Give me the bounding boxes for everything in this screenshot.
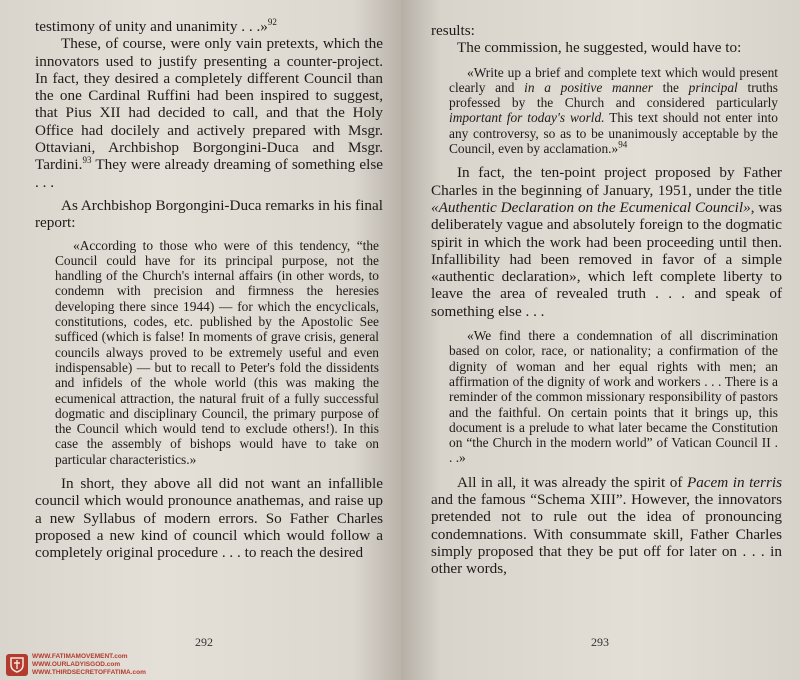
- footnote-ref-94: 94: [618, 139, 628, 150]
- right-paragraph-3: All in all, it was already the spirit of Pacem in terris and the famous “Schema XIII”. However, the innovators pretended not to rule out the idea of pronouncing condemnations. With consummate skill, Father Charles simply proposed that they be put off for later on . . . in other words,: [431, 473, 782, 578]
- page-number-left: 292: [195, 635, 213, 649]
- page-number-right: 293: [591, 635, 609, 649]
- left-paragraph-3: In short, they above all did not want an infallible council which would pronounce anathemas, and raise up a new Syllabus of modern errors. So Father Charles proposed a new kind of council which would follow a completely original procedure . . . to reach the desired: [35, 475, 383, 562]
- crest-icon: [6, 654, 28, 676]
- right-page: [401, 0, 800, 680]
- url-fatima-movement[interactable]: WWW.FATIMAMOVEMENT.com: [32, 653, 128, 660]
- right-paragraph-1: The commission, he suggested, would have to:: [457, 39, 742, 57]
- watermark-footer: [0, 650, 300, 680]
- left-paragraph-2: As Archbishop Borgongini-Duca remarks in his final report:: [35, 196, 383, 232]
- left-paragraph-1: These, of course, were only vain pretexts, which the innovators used to justify presenting a counter-project. In fact, they desired a completely different Council than the one Cardinal Ruffini had been inspired to suggest, that Pius XII had decided to call, and that the Holy Office had docilely and actively prepared with Msgr. Ottaviani, Archbishop Borgongini-Duca and Msgr. Tardini.$^{93}$ They were already dreaming of something else . . .: [35, 35, 383, 191]
- left-top-line: testimony of unity and unanimity . . .»$^{92}$: [35, 16, 277, 35]
- right-top-line: results:: [431, 22, 475, 39]
- right-block-quote-1: «Write up a brief and complete text which would present clearly and in a positive manner the principal truths professed by the Church and considered particularly important for today's world. This text should not enter into any controversy, so as to be unanimously acceptable by the Council, even by acclamation.»$^{94}$: [449, 64, 778, 157]
- footnote-ref-93: 93: [82, 155, 92, 166]
- right-block-quote-2: «We find there a condemnation of all discrimination based on color, race, or nationality; a confirmation of the dignity of woman and her equal rights with men; an affirmation of the dignity of work and workers . . . There is a reminder of the common missionary responsibility of pastors and the faithful. On certain points that it brings up, this document is a prelude to what later became the Constitution on “the Church in the modern world” of Vatican Council II . . .»: [449, 328, 778, 466]
- url-third-secret[interactable]: WWW.THIRDSECRETOFFATIMA.com: [32, 669, 146, 676]
- left-block-quote: «According to those who were of this tendency, “the Council could have for its principal purpose, not the handling of the Church's internal affairs (in other words, to condemn with precision and firmness the heresies developing there since 1944) — for which the encyclicals, constitutions, codes, etc. published by the Apostolic See sufficed (which is false! In moments of grave crisis, general councils always proved to be extremely useful and even indispensable) — but to recall to Peter's fold the dissidents and infidels of the whole world (this was making the ecumenical attraction, the natural fruit of a fully successful dogmatic and disciplinary Council, the primary purpose of the Council which would tend to exclude others!). In this case the assembly of bishops would have to take on particular characteristics.»: [55, 237, 379, 467]
- footnote-ref-92: 92: [267, 16, 277, 27]
- website-urls: [32, 653, 146, 677]
- url-our-lady-is-god[interactable]: WWW.OURLADYISGOD.com: [32, 661, 121, 668]
- right-paragraph-2: In fact, the ten-point project proposed by Father Charles in the beginning of January, 1951, under the title «Authentic Declaration on the Ecumenical Council», was deliberately vague and absolutely foreign to the dogmatic spirit in which the work had been proceeding until then. Infallibility had been removed in favor of a simple «authentic declaration», which left complete liberty to leave the area of revealed truth . . . and speak of something else . . .: [431, 164, 782, 320]
